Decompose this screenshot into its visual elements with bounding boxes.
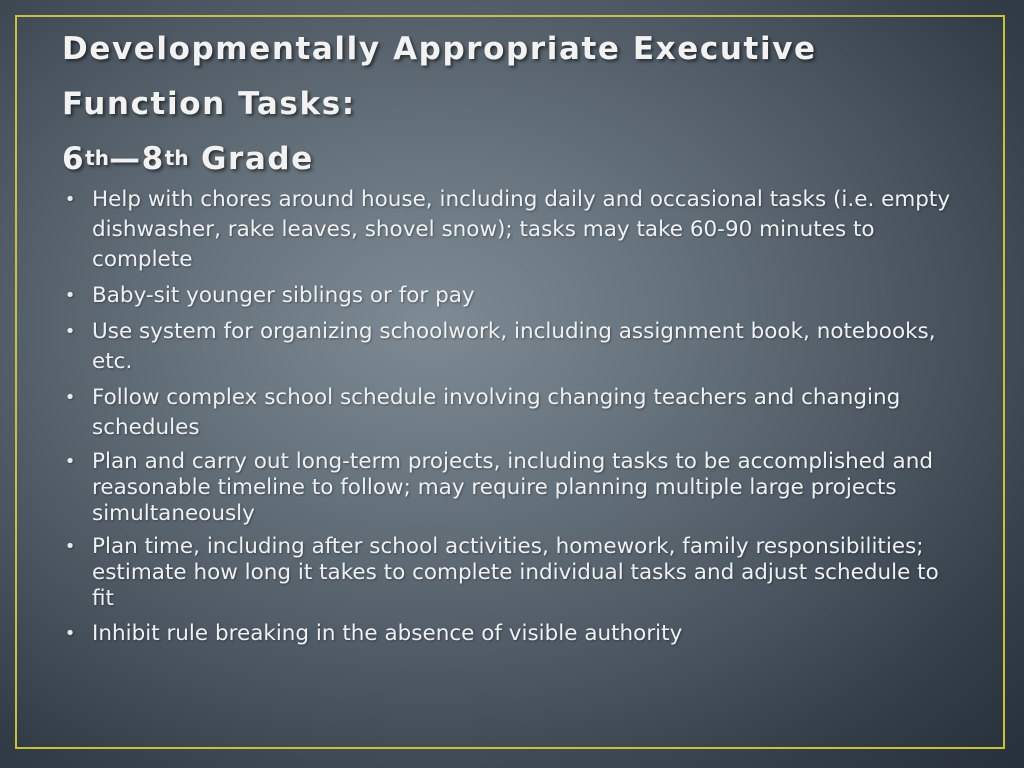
bullet-item-organizing [62, 317, 962, 377]
bullet-text: Follow complex school schedule involving changing teachers and changing schedules [92, 385, 901, 440]
bullet-item-schedule [62, 383, 962, 443]
bullet-dot-icon: • [64, 536, 76, 557]
bullet-text: Plan and carry out long-term projects, including tasks to be accomplished and reasonable timeline to follow; may require planning multiple large projects simultaneously [92, 449, 933, 526]
grade-word: Grade [188, 141, 314, 177]
bullet-dot-icon: • [64, 387, 76, 408]
bullet-item-plan-time [62, 534, 962, 612]
bullet-item-babysit [62, 281, 962, 311]
bullet-dot-icon: • [64, 321, 76, 342]
bullet-text: Help with chores around house, including daily and occasional tasks (i.e. empty dishwasher, rake leaves, shovel snow); tasks may take 60-90 minutes to complete [92, 187, 951, 272]
bullet-item-chores [62, 185, 962, 275]
grade-dash: —8 [108, 141, 165, 177]
title-line-1: Developmentally Appropriate Executive [62, 31, 817, 67]
bullet-dot-icon: • [64, 285, 76, 306]
bullet-text: Plan time, including after school activities, homework, family responsibilities; estimate how long it takes to complete individual tasks and adjust schedule to fit [92, 534, 939, 611]
title-grade-line [62, 132, 962, 187]
bullet-text: Baby-sit younger siblings or for pay [92, 283, 475, 308]
bullet-dot-icon: • [64, 189, 76, 210]
grade-end-superscript: th [164, 146, 189, 170]
bullet-item-inhibit-rule-breaking [62, 619, 962, 649]
bullet-text: Use system for organizing schoolwork, including assignment book, notebooks, etc. [92, 319, 936, 374]
title-line-2: Function Tasks: [62, 86, 356, 122]
bullet-dot-icon: • [64, 623, 76, 644]
grade-start: 6 [62, 141, 86, 177]
slide-title [62, 22, 962, 187]
bullet-item-long-term-projects [62, 449, 962, 527]
task-bullet-list [62, 185, 962, 655]
grade-start-superscript: th [85, 146, 109, 170]
bullet-text: Inhibit rule breaking in the absence of visible authority [92, 621, 683, 646]
bullet-dot-icon: • [64, 451, 76, 472]
